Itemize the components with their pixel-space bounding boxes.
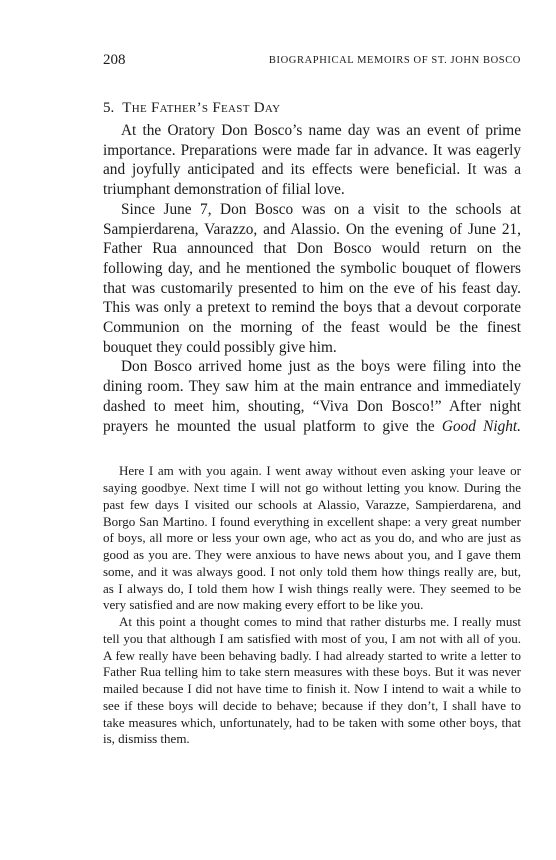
quote-paragraph: At this point a thought comes to mind that rather disturbs me. I really must tell you that although I am satisfied with most of you, I am not with all of you. A few really have been behaving badly. I had already started to write a letter to Father Rua telling him to take stern measures with these boys. But it was never mailed because I did not have time to finish it. Now I intend to wait a while to see if these boys will decide to behave; because if they don’t, I shall have to take measures which, unfortunately, had to be taken with some other boys, that is, dismiss them. <box>103 614 521 747</box>
section-heading <box>103 99 521 117</box>
body-paragraph: Since June 7, Don Bosco was on a visit to the schools at Sampierdarena, Varazzo, and Alassio. On the evening of June 21, Father Rua announced that Don Bosco would return on the following day, and he mentioned the symbolic bouquet of flowers that was customarily presented to him on the eve of his feast day. This was only a pretext to remind the boys that a devout corporate Communion on the morning of the feast would be the finest bouquet they could possibly give him. <box>103 200 521 356</box>
running-title: BIOGRAPHICAL MEMOIRS OF ST. JOHN BOSCO <box>268 55 521 66</box>
italic-phrase: Good Night. <box>441 417 521 435</box>
section-title: The Father’s Feast Day <box>122 100 281 116</box>
quote-paragraph: Here I am with you again. I went away without even asking your leave or saying goodbye. Next time I will not go without letting you know. During the past few days I visited our schools at Alassio, Varazze, Sampierdarena, and Borgo San Martino. I found everything in excellent shape: a very great number of boys, all more or less your own age, who act as you do, and who are just as good as you are. They were anxious to have news about you, and I gave them some, and it was always good. I not only told them how things really are, but, as I always do, I told them how I wish things really were. They seemed to be very satisfied and are now making every effort to be like you. <box>103 463 521 613</box>
page-number: 208 <box>103 52 126 68</box>
body-paragraph-text: Don Bosco arrived home just as the boys were filing into the dining room. They saw him at the main entrance and immediately dashed to meet him, shouting, “Viva Don Bosco!” After night prayers he mounted the usual platform to give the <box>103 358 521 435</box>
body-paragraph <box>103 357 521 436</box>
section-number: 5. <box>103 100 115 116</box>
book-page <box>103 52 521 748</box>
body-text <box>103 121 521 436</box>
running-head <box>103 52 521 74</box>
body-paragraph: At the Oratory Don Bosco’s name day was an event of prime importance. Preparations were made far in advance. It was eagerly and joyfully anticipated and its effects were beneficial. It was a triumphant demonstration of filial love. <box>103 122 521 199</box>
block-quote <box>103 463 521 748</box>
